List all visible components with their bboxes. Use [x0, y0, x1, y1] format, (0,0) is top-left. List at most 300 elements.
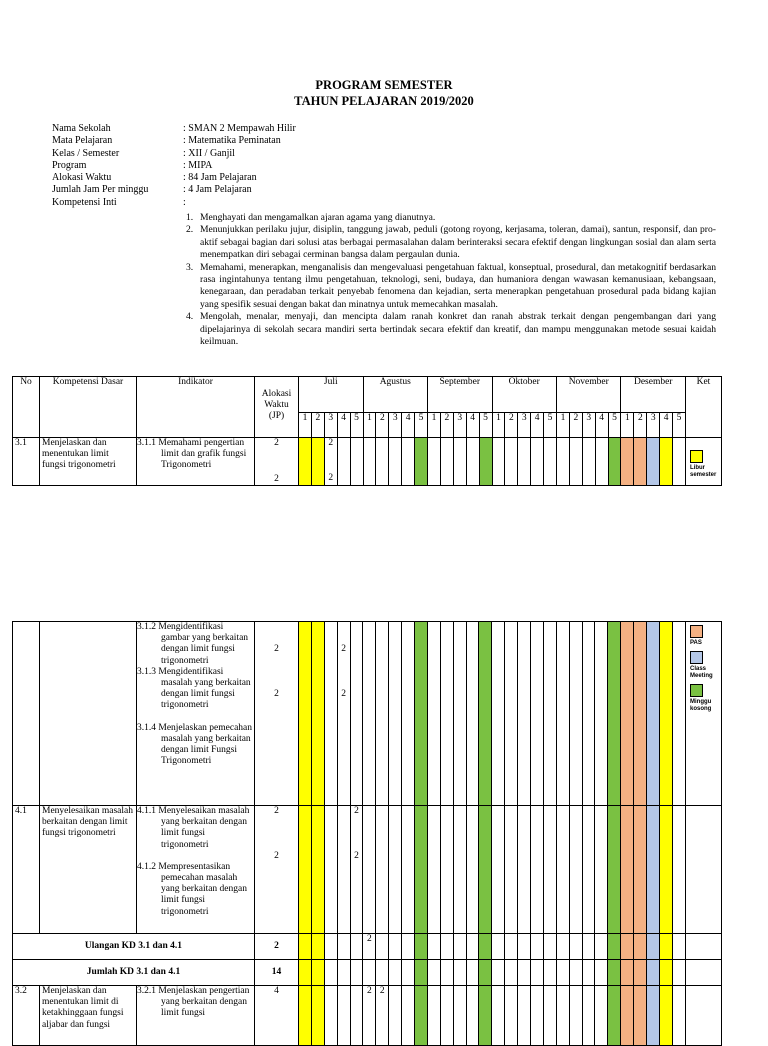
week-cell: [595, 934, 608, 960]
week-cell: [311, 806, 324, 934]
week-cell: [492, 622, 505, 806]
week-cell: [324, 986, 337, 1046]
week-cell: [647, 438, 660, 486]
ket-cell: [685, 960, 721, 986]
week-cell: [634, 622, 647, 806]
week-cell: [673, 438, 686, 486]
kd-number: 4.1: [13, 806, 40, 934]
legend-swatch-blue: [690, 651, 703, 664]
ki-item: [186, 224, 716, 261]
week-cell: [389, 986, 402, 1046]
week-cell: [531, 986, 544, 1046]
week-cell: [505, 960, 518, 986]
week-cell: [350, 622, 363, 806]
jp-value: 2: [274, 473, 279, 484]
ket-cell: [685, 806, 721, 934]
week-cell: [492, 438, 505, 486]
info-value: : SMAN 2 Mempawah Hilir: [183, 123, 296, 134]
week-cell: [299, 960, 312, 986]
week-number: 2: [440, 413, 453, 438]
week-number: 5: [608, 413, 621, 438]
week-cell: [440, 438, 453, 486]
week-cell: [311, 438, 324, 486]
week-cell: [466, 806, 479, 934]
ki-text: Memahami, menerapkan, menganalisis dan mengevaluasi pengetahuan faktual, konseptual, prosedural, dan metakognitif berdasarkan rasa ingintahunya tentang ilmu pengetahuan, teknologi, seni, budaya, dan humaniora dengan wawasan kemanusiaan, kebangsaan, kenegaraan, dan peradaban terkait penyebab fenomena dan kejadian, serta menerapkan pengetahuan prosedural pada bidang kajian yang spesifik sesuai dengan bakat dan minatnya untuk memecahkan masalah.: [200, 261, 716, 310]
week-cell: [337, 622, 350, 806]
week-cell: [634, 438, 647, 486]
week-number: 1: [621, 413, 634, 438]
week-number: 5: [544, 413, 557, 438]
ulangan-label: Ulangan KD 3.1 dan 4.1: [13, 934, 255, 960]
week-cell: [479, 622, 492, 806]
ki-item: [186, 262, 716, 312]
week-number: 5: [350, 413, 363, 438]
week-cell: [440, 986, 453, 1046]
week-cell: [595, 986, 608, 1046]
indicator-313: 3.1.3 Mengidentifikasi masalah yang berkaitan dengan limit fungsi trigonometri: [137, 666, 251, 711]
week-cell: [389, 622, 402, 806]
week-cell: [363, 806, 376, 934]
schedule-table-page2: [12, 621, 722, 1046]
week-cell: [402, 622, 415, 806]
week-cell: [492, 934, 505, 960]
week-cell: [453, 622, 466, 806]
session-mark: 2: [328, 438, 334, 448]
jp-value: 2: [274, 806, 279, 816]
week-cell: [621, 960, 634, 986]
session-mark: 2: [328, 473, 334, 483]
week-cell: [299, 934, 312, 960]
schedule-table-page1: [12, 376, 722, 486]
jp-value: 2: [274, 644, 279, 654]
header-alokasi: [255, 377, 299, 438]
kd-number: [13, 622, 40, 806]
month-header: September: [428, 377, 492, 413]
week-cell: [337, 438, 350, 486]
week-cell: [647, 622, 660, 806]
indicator-321: 3.2.1 Menjelaskan pengertian yang berkaitan dengan limit fungsi: [137, 986, 250, 1019]
week-cell: [505, 806, 518, 934]
week-cell: [518, 934, 531, 960]
week-cell: [672, 934, 685, 960]
week-cell: [337, 934, 350, 960]
week-cell: [569, 806, 582, 934]
week-cell: [466, 960, 479, 986]
week-cell: [556, 622, 569, 806]
indicator-312: 3.1.2 Mengidentifikasi gambar yang berkaitan dengan limit fungsi trigonometri: [137, 622, 249, 666]
week-cell: [389, 934, 402, 960]
week-cell: [531, 806, 544, 934]
week-cell: [569, 960, 582, 986]
week-cell: [324, 438, 337, 486]
ki-text: Mengolah, menalar, menyaji, dan mencipta dalam ranah konkret dan ranah abstrak terkait dengan pengembangan dari yang dipelajarinya di sekolah secara mandiri serta bertindak secara efektif dan kreatif, dan mampu menggunakan metode sesuai kaidah keilmuan.: [200, 311, 716, 348]
week-cell: [376, 960, 389, 986]
jp-cell: [255, 806, 299, 934]
jp-cell: 4: [255, 986, 299, 1046]
week-number: 4: [466, 413, 479, 438]
ket-cell: [685, 986, 721, 1046]
week-cell: [518, 806, 531, 934]
indicator-text: [137, 622, 255, 806]
legend-swatch-green: [690, 684, 703, 697]
week-cell: [634, 986, 647, 1046]
legend-label: PAS: [690, 640, 702, 646]
week-cell: [595, 960, 608, 986]
week-cell: [479, 438, 492, 486]
school-info: [52, 123, 296, 209]
legend-label: Libur semester: [690, 465, 717, 478]
week-cell: [608, 622, 621, 806]
week-cell: [389, 960, 402, 986]
week-cell: [556, 806, 569, 934]
week-cell: [569, 622, 582, 806]
week-cell: [376, 438, 389, 486]
ki-number: 3.: [186, 261, 194, 273]
week-cell: [299, 622, 312, 806]
week-cell: [415, 438, 428, 486]
month-header: Juli: [299, 377, 364, 413]
week-cell: [659, 934, 672, 960]
week-cell: [415, 806, 428, 934]
week-number: 1: [428, 413, 441, 438]
week-cell: [544, 438, 557, 486]
week-cell: [518, 622, 531, 806]
week-number: 4: [531, 413, 544, 438]
week-cell: [505, 438, 518, 486]
month-header: November: [557, 377, 621, 413]
week-cell: [350, 960, 363, 986]
info-value: : MIPA: [183, 159, 213, 171]
week-cell: [428, 438, 441, 486]
week-cell: [363, 960, 376, 986]
week-cell: [595, 622, 608, 806]
week-cell: [556, 934, 569, 960]
week-cell: [311, 960, 324, 986]
week-cell: [466, 438, 479, 486]
ki-text: Menghayati dan mengamalkan ajaran agama yang dianutnya.: [200, 212, 436, 223]
indicator-311: 3.1.1 Memahami pengertian limit dan grafik fungsi Trigonometri: [137, 438, 247, 471]
week-cell: [634, 806, 647, 934]
week-cell: [659, 622, 672, 806]
week-cell: [608, 934, 621, 960]
week-cell: [531, 960, 544, 986]
legend-label: Minggu kosong: [690, 699, 712, 712]
week-cell: [466, 934, 479, 960]
ki-number: 2.: [186, 224, 194, 236]
week-cell: [492, 806, 505, 934]
session-mark: 2: [354, 851, 359, 861]
kd-text: Menyelesaikan masalah berkaitan dengan limit fungsi trigonometri: [40, 806, 137, 934]
week-cell: [376, 986, 389, 1046]
indicator-411: 4.1.1 Menyelesaikan masalah yang berkaitan dengan limit fungsi trigonometri: [137, 806, 250, 850]
week-cell: [402, 438, 415, 486]
week-cell: [415, 960, 428, 986]
week-cell: [659, 960, 672, 986]
week-cell: [363, 934, 376, 960]
week-cell: [453, 960, 466, 986]
week-number: 4: [337, 413, 350, 438]
week-cell: [363, 986, 376, 1046]
legend-label: Class Meeting: [690, 666, 713, 679]
week-cell: [389, 806, 402, 934]
week-cell: [672, 986, 685, 1046]
week-number: 3: [518, 413, 531, 438]
week-cell: [582, 960, 595, 986]
jp-cell: [255, 622, 299, 806]
week-cell: [453, 438, 466, 486]
week-cell: [311, 986, 324, 1046]
week-cell: [324, 934, 337, 960]
week-cell: [608, 806, 621, 934]
week-cell: [531, 622, 544, 806]
week-number: 1: [363, 413, 376, 438]
week-cell: [582, 438, 595, 486]
info-label: Mata Pelajaran: [52, 135, 113, 147]
week-cell: [324, 806, 337, 934]
week-cell: [647, 986, 660, 1046]
week-cell: [621, 438, 634, 486]
ki-number: 4.: [186, 311, 194, 323]
week-cell: [634, 934, 647, 960]
info-value: : Matematika Peminatan: [183, 135, 281, 147]
week-number: 5: [415, 413, 428, 438]
week-cell: [492, 986, 505, 1046]
ki-number: 1.: [186, 212, 194, 223]
kd-text: Menjelaskan dan menentukan limit di ketakhinggaan fungsi aljabar dan fungsi: [40, 986, 137, 1046]
indicator-text: [137, 806, 255, 934]
week-cell: [479, 934, 492, 960]
week-number: 2: [569, 413, 582, 438]
week-cell: [453, 806, 466, 934]
week-number: 2: [376, 413, 389, 438]
week-cell: [543, 622, 556, 806]
legend-swatch-orange: [690, 625, 703, 638]
week-cell: [427, 622, 440, 806]
week-cell: [569, 438, 582, 486]
week-cell: [376, 934, 389, 960]
info-label: Nama Sekolah: [52, 123, 111, 134]
week-cell: [440, 960, 453, 986]
info-value: : XII / Ganjil: [183, 147, 235, 159]
week-cell: [621, 934, 634, 960]
session-mark: 2: [354, 806, 359, 816]
week-cell: [621, 622, 634, 806]
week-cell: [466, 986, 479, 1046]
doc-title-line1: PROGRAM SEMESTER: [315, 78, 453, 92]
kd-number: 3.2: [13, 986, 40, 1046]
week-cell: [634, 960, 647, 986]
week-cell: [608, 986, 621, 1046]
session-mark: 2: [341, 644, 346, 654]
ki-item: [186, 212, 716, 224]
week-cell: [543, 806, 556, 934]
week-cell: [479, 986, 492, 1046]
week-number: 5: [673, 413, 686, 438]
week-cell: [299, 986, 312, 1046]
kd-text: Menjelaskan dan menentukan limit fungsi trigonometri: [40, 438, 137, 486]
kompetensi-inti-list: [186, 212, 716, 348]
kd-number: 3.1: [13, 438, 40, 486]
week-cell: [518, 986, 531, 1046]
week-cell: [505, 934, 518, 960]
jp-value: 2: [274, 438, 279, 448]
week-cell: [415, 934, 428, 960]
week-cell: [350, 438, 363, 486]
week-cell: [608, 960, 621, 986]
week-cell: [582, 806, 595, 934]
week-cell: [582, 934, 595, 960]
week-cell: [582, 622, 595, 806]
month-header: Oktober: [492, 377, 557, 413]
indicator-314: 3.1.4 Menjelaskan pemecahan masalah yang berkaitan dengan limit Fungsi Trigonometri: [137, 722, 253, 767]
week-cell: [337, 806, 350, 934]
week-cell: [672, 960, 685, 986]
week-number: 1: [299, 413, 312, 438]
week-cell: [569, 986, 582, 1046]
week-cell: [531, 438, 544, 486]
week-cell: [505, 986, 518, 1046]
legend-libur-semester: [690, 450, 718, 479]
kd-text: [40, 622, 137, 806]
week-number: 1: [492, 413, 505, 438]
week-number: 3: [389, 413, 402, 438]
week-cell: [479, 806, 492, 934]
week-cell: [311, 934, 324, 960]
month-header: Desember: [621, 377, 685, 413]
ki-text: Menunjukkan perilaku jujur, disiplin, tanggung jawab, peduli (gotong royong, kerjasama, toleran, damai), santun, responsif, dan pro-aktif sebagai bagian dari solusi atas berbagai permasalahan dalam berinteraksi secara efektif dengan lingkungan sosial dan alam serta menempatkan diri sebagai cerminan bangsa dalam pergaulan dunia.: [200, 224, 716, 261]
indicator-text: [137, 438, 255, 486]
header-no: No: [13, 377, 40, 438]
week-cell: [453, 934, 466, 960]
week-cell: [505, 622, 518, 806]
week-number: 4: [595, 413, 608, 438]
week-cell: [466, 622, 479, 806]
ket-cell: [685, 934, 721, 960]
header-alokasi-2: Waktu: [264, 400, 289, 411]
jp-cell: [255, 438, 299, 486]
week-cell: [660, 438, 673, 486]
header-alokasi-1: Alokasi: [261, 389, 292, 399]
jp-value: 2: [274, 851, 279, 861]
week-cell: [672, 622, 685, 806]
jumlah-jp: 14: [255, 960, 299, 986]
legend-group: [690, 625, 716, 713]
session-mark: 2: [379, 986, 385, 996]
week-cell: [376, 806, 389, 934]
ki-item: [186, 311, 716, 348]
week-cell: [582, 986, 595, 1046]
week-cell: [324, 960, 337, 986]
week-cell: [543, 960, 556, 986]
header-kd: Kompetensi Dasar: [40, 377, 137, 438]
week-cell: [479, 960, 492, 986]
week-cell: [531, 934, 544, 960]
week-cell: [659, 806, 672, 934]
week-cell: [337, 960, 350, 986]
week-cell: [440, 934, 453, 960]
week-cell: [427, 986, 440, 1046]
week-number: 2: [311, 413, 324, 438]
jp-value: 2: [274, 689, 279, 699]
header-ket: Ket: [685, 377, 721, 438]
session-mark: 2: [367, 986, 372, 996]
week-cell: [453, 986, 466, 1046]
doc-title-line2: TAHUN PELAJARAN 2019/2020: [294, 94, 474, 108]
week-number: 3: [647, 413, 660, 438]
week-cell: [415, 986, 428, 1046]
week-number: 1: [557, 413, 570, 438]
week-cell: [350, 934, 363, 960]
week-number: 4: [402, 413, 415, 438]
week-cell: [389, 438, 402, 486]
week-cell: [672, 806, 685, 934]
info-label: Alokasi Waktu: [52, 172, 112, 184]
week-number: 3: [582, 413, 595, 438]
week-number: 3: [453, 413, 466, 438]
week-cell: [427, 960, 440, 986]
week-number: 3: [324, 413, 337, 438]
info-label: Kelas / Semester: [52, 147, 120, 159]
week-cell: [647, 960, 660, 986]
week-cell: [299, 806, 312, 934]
week-cell: [350, 986, 363, 1046]
week-cell: [621, 806, 634, 934]
week-cell: [402, 960, 415, 986]
week-cell: [440, 622, 453, 806]
week-cell: [427, 806, 440, 934]
week-cell: [311, 622, 324, 806]
week-cell: [415, 622, 428, 806]
session-mark: 2: [367, 934, 372, 944]
week-cell: [402, 934, 415, 960]
week-number: 2: [505, 413, 518, 438]
week-cell: [595, 806, 608, 934]
session-mark: 2: [341, 689, 346, 699]
week-cell: [402, 806, 415, 934]
week-cell: [608, 438, 621, 486]
week-cell: [427, 934, 440, 960]
week-cell: [543, 986, 556, 1046]
week-number: 5: [479, 413, 492, 438]
week-cell: [595, 438, 608, 486]
info-value: : 84 Jam Pelajaran: [183, 172, 257, 184]
indicator-text: [137, 986, 255, 1046]
indicator-412: 4.1.2 Mempresentasikan pemecahan masalah yang berkaitan dengan limit fungsi trigonometri: [137, 861, 247, 917]
week-cell: [647, 934, 660, 960]
week-cell: [556, 960, 569, 986]
jumlah-label: Jumlah KD 3.1 dan 4.1: [13, 960, 255, 986]
week-cell: [518, 438, 531, 486]
week-cell: [299, 438, 312, 486]
info-label: Jumlah Jam Per minggu: [52, 184, 149, 196]
week-cell: [647, 806, 660, 934]
week-cell: [557, 438, 570, 486]
week-cell: [518, 960, 531, 986]
week-cell: [402, 986, 415, 1046]
info-label: Kompetensi Inti: [52, 196, 117, 208]
week-cell: [556, 986, 569, 1046]
legend-swatch-yellow: [690, 450, 703, 463]
info-label: Program: [52, 159, 87, 171]
week-cell: [337, 986, 350, 1046]
week-cell: [440, 806, 453, 934]
week-number: 4: [660, 413, 673, 438]
header-alokasi-3: (JP): [268, 411, 285, 422]
week-cell: [543, 934, 556, 960]
header-indikator: Indikator: [137, 377, 255, 438]
info-value: : 4 Jam Pelajaran: [183, 184, 252, 196]
week-cell: [569, 934, 582, 960]
